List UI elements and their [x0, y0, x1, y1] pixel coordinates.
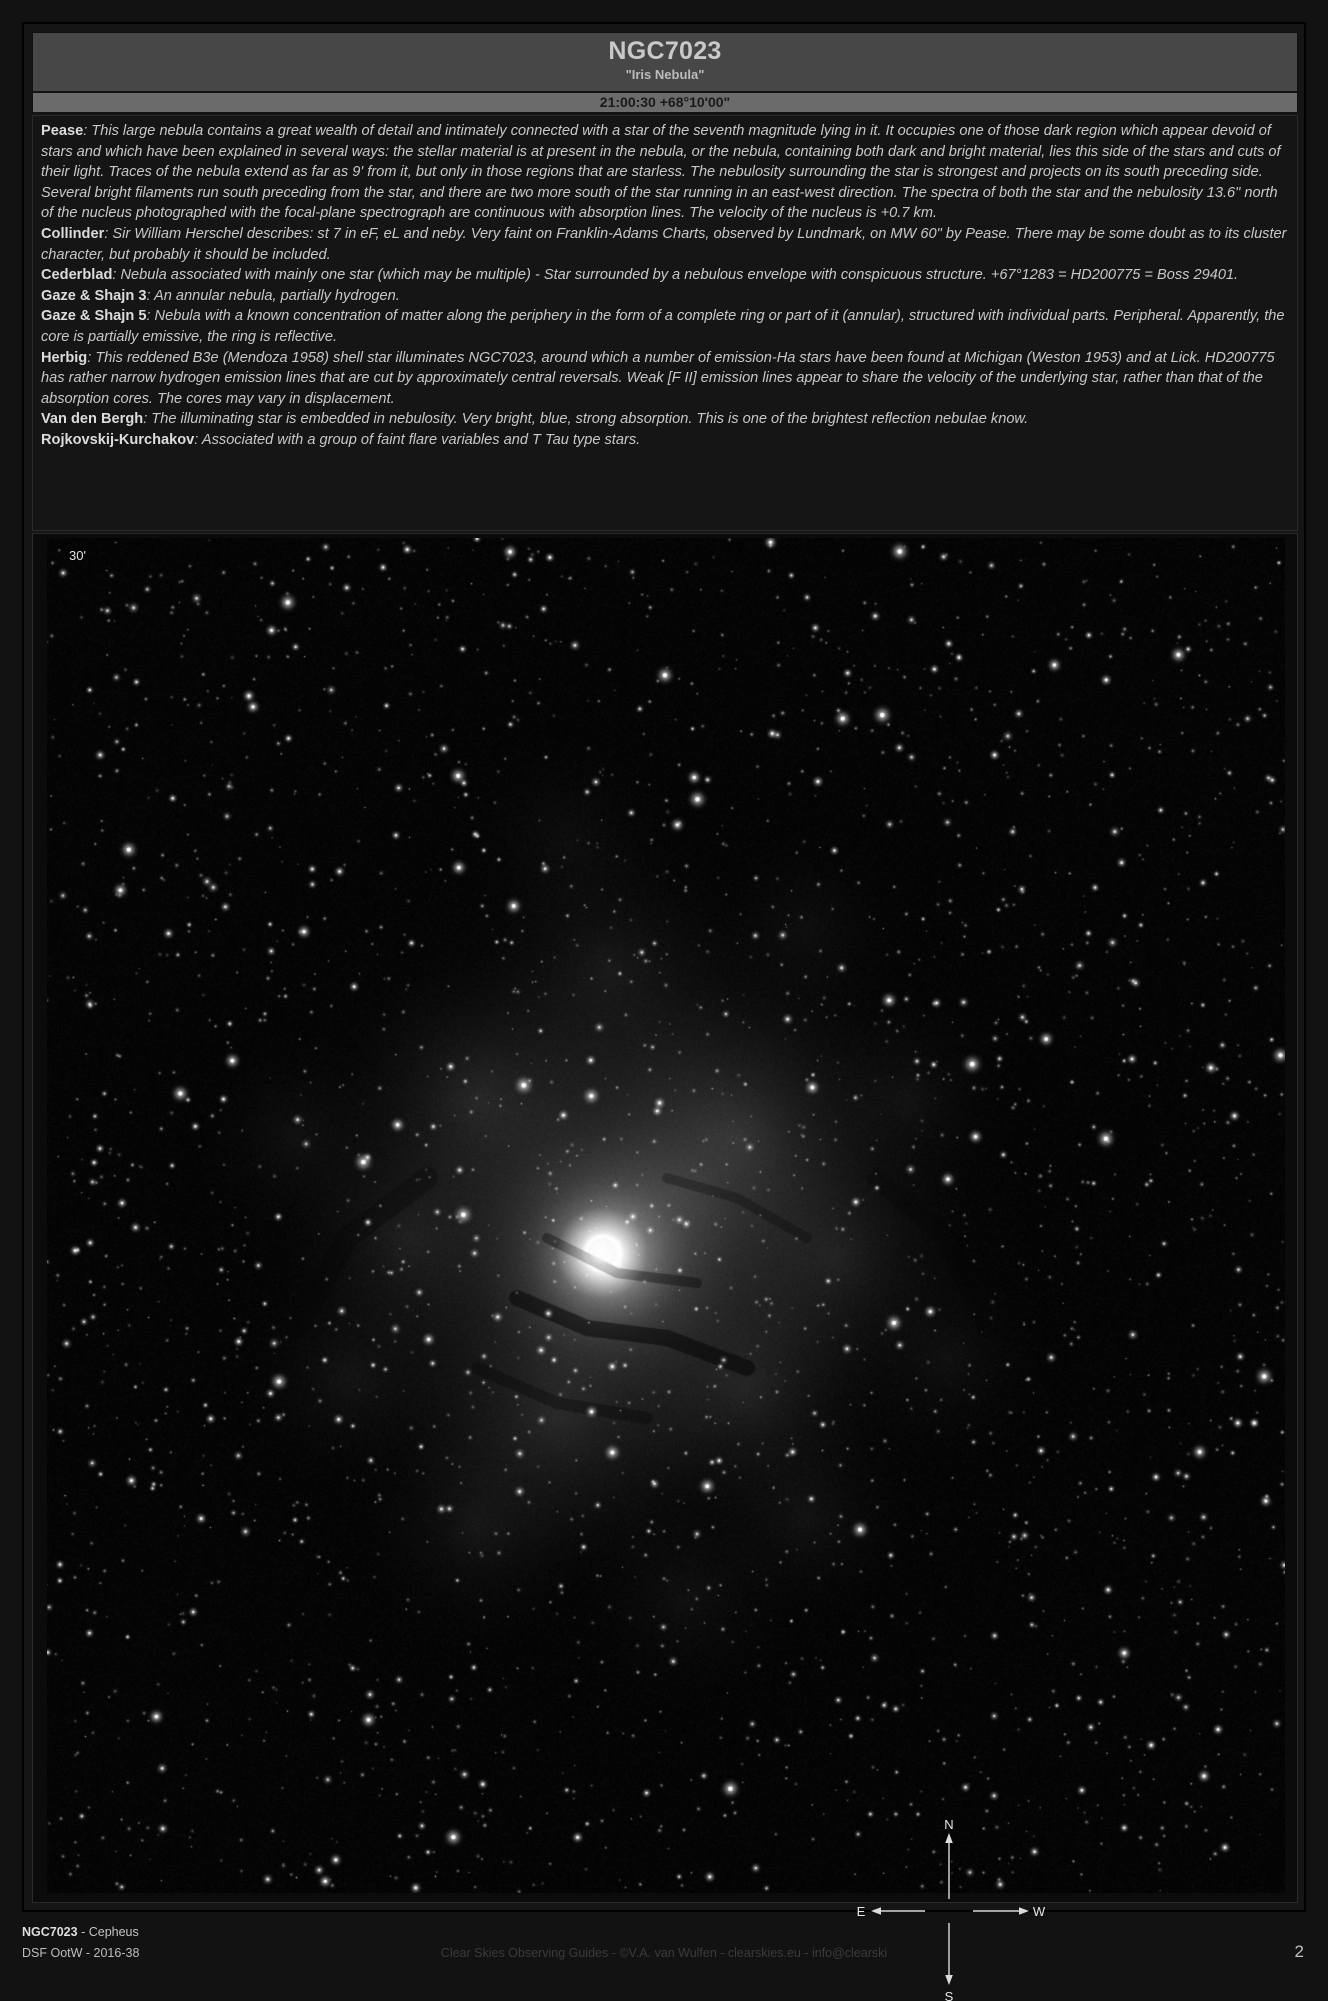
- description-text: : Nebula with a known concentration of matter along the periphery in the form of a complete ring or part of it (annular), structured with individual parts. Peripheral. Apparently, the core is partially emissive, the ring is reflective.: [41, 308, 1285, 345]
- description-source: Gaze & Shajn 5: [41, 308, 147, 325]
- page-title: NGC7023: [608, 37, 722, 65]
- object-common-name: "Iris Nebula": [625, 67, 705, 83]
- footer-object-name: NGC7023: [22, 1925, 78, 1939]
- description-text: : This large nebula contains a great wealth of detail and intimately connected with a star of the seventh magnitude lying in it. It occupies one of those dark region which appear devoid of stars and which have been explained in several ways: the stellar material is at present in the nebula, or the nebula, containing both dark and bright material, lies this side of the stars and cuts of their light. Traces of the nebula extend as far as 9' from it, but only in those regions that are starless. The nebulosity surrounding the star is strongest and projects on its south preceding side. Several bright filaments run south preceding from the star, and there are two more south of the star running in an east-west direction. The spectra of both the star and the nebulosity 13.6" north of the nucleus photographed with the focal-plane spectrograph are continuous with absorption lines. The velocity of the nucleus is +0.7 km.: [41, 123, 1281, 222]
- description-text: : Sir William Herschel describes: st 7 in eF, eL and neby. Very faint on Franklin-Adams Charts, observed by Lundmark, on MW 60" by Pease. There may be some doubt as to its cluster character, but probably it should be included.: [41, 225, 1287, 263]
- compass-label-north: N: [944, 1817, 954, 1832]
- description-text: : The illuminating star is embedded in nebulosity. Very bright, blue, strong absorption. This is one of the brightest reflection nebulae know.: [143, 411, 1029, 428]
- description-source: Herbig: [41, 349, 88, 366]
- description-source: Cederblad: [41, 267, 113, 284]
- nebula-photograph: [47, 538, 1285, 1893]
- description-text: : Nebula associated with mainly one star (which may be multiple) - Star surrounded by a nebulous envelope with conspicuous structure. +67°1283 = HD200775 = Boss 29401.: [112, 267, 1239, 284]
- description-entry: [41, 306, 1289, 347]
- page-footer: [22, 1925, 1306, 1985]
- description-text: : An annular nebula, partially hydrogen.: [146, 287, 400, 304]
- description-entry: [41, 265, 1289, 286]
- description-entry: [41, 224, 1289, 265]
- description-source: Gaze & Shajn 3: [41, 287, 147, 304]
- footer-object-line: [22, 1925, 139, 1939]
- description-source: Rojkovskij-Kurchakov: [41, 431, 195, 448]
- description-entry: [41, 409, 1289, 430]
- footer-page-number: 2: [1294, 1942, 1304, 1961]
- description-area: [32, 115, 1298, 531]
- description-entry: [41, 121, 1289, 224]
- footer-guide-ref: DSF OotW - 2016-38: [22, 1946, 140, 1960]
- title-block: [32, 32, 1298, 92]
- description-text: : This reddened B3e (Mendoza 1958) shell star illuminates NGC7023, around which a number of emission-Ha stars have been found at Michigan (Weston 1953) and at Lick. HD200775 has rather narrow hydrogen emission lines that are cut by approximately central reversals. Weak [F II] emission lines appear to share the velocity of the underlying star, rather than that of the absorption cores. The cores may vary in displacement.: [41, 349, 1275, 407]
- description-source: Pease: [41, 123, 84, 139]
- compass-label-east: E: [856, 1904, 866, 1919]
- description-source: Collinder: [41, 225, 105, 242]
- compass-label-west: W: [1032, 1904, 1046, 1919]
- compass-rose: [847, 1817, 1052, 2001]
- footer-credit: Clear Skies Observing Guides - ©V.A. van Wulfen - clearskies.eu - info@clearski: [440, 1946, 888, 1960]
- description-entry: [41, 286, 1289, 307]
- description-entry: [41, 348, 1289, 410]
- description-source: Van den Bergh: [41, 411, 144, 428]
- description-text: : Associated with a group of faint flare variables and T Tau type stars.: [194, 431, 641, 448]
- compass-label-south: S: [944, 1989, 954, 2001]
- description-entry: [41, 430, 1289, 451]
- scale-bar-label: 30': [69, 548, 86, 563]
- coordinates-bar: 21:00:30 +68°10'00": [32, 92, 1298, 113]
- footer-constellation: - Cepheus: [81, 1925, 139, 1939]
